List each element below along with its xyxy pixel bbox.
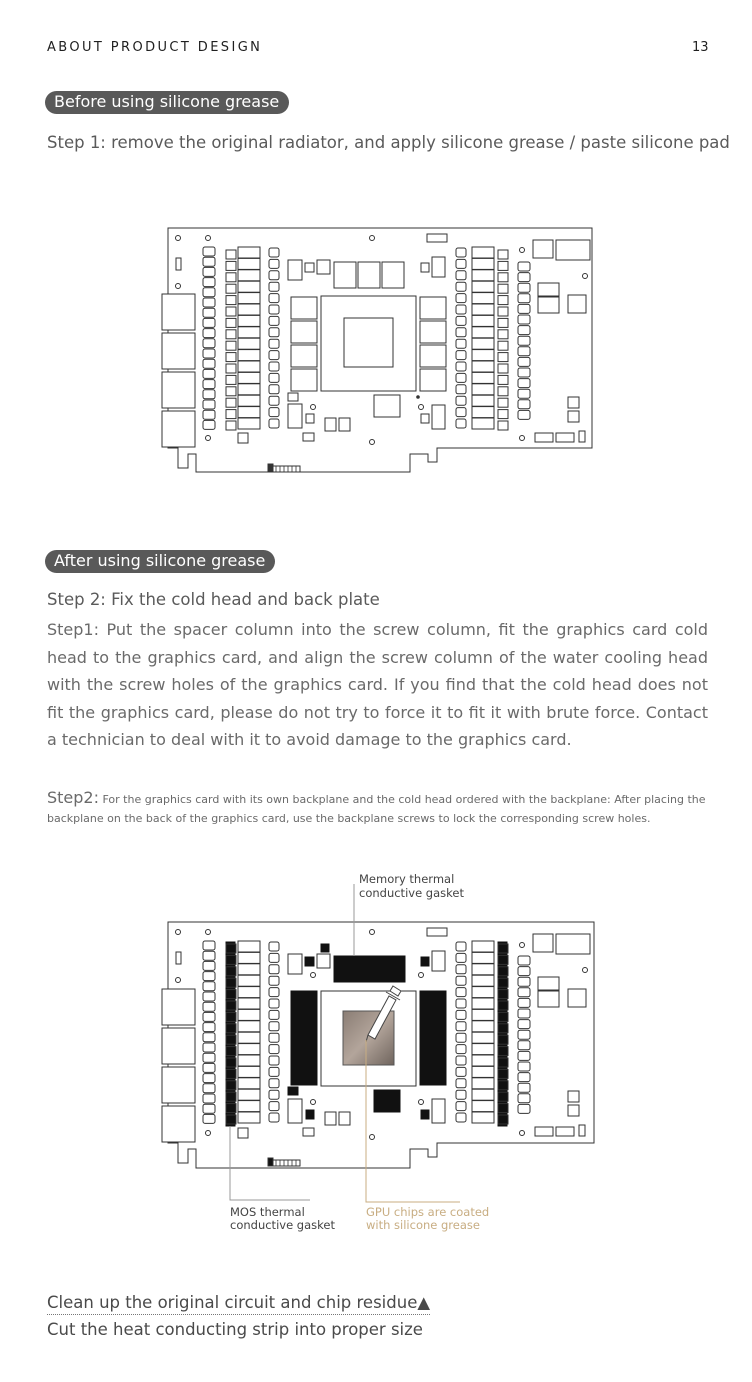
- memory-top-pad: [334, 956, 405, 982]
- label-gpu-line2: with silicone grease: [366, 1218, 480, 1232]
- label-gpu-line1: GPU chips are coated: [366, 1205, 490, 1219]
- step1-paragraph: Step1: Put the spacer column into the screw column, fit the graphics card cold head to the graphics card, and align the screw column of the water cooling head with the screw holes of the graphics card. If you find that the cold head does not fit the graphics card, please do not try to force it to fit it with brute force. Contact a technician to deal with it to avoid damage to the graphics card.: [47, 620, 708, 750]
- triangle-up-icon: ▲: [417, 1293, 431, 1312]
- note-clean-residue: [47, 1293, 430, 1315]
- after-pill: After using silicone grease: [45, 550, 275, 573]
- step2-title: Step 2: Fix the cold head and back plate: [47, 590, 380, 609]
- note-clean-text: Clean up the original circuit and chip residue: [47, 1293, 418, 1312]
- step2-lead: Step2:: [47, 788, 99, 807]
- page-number: 13: [692, 40, 709, 55]
- note-cut-strip: Cut the heat conducting strip into proper size: [47, 1320, 423, 1339]
- label-mos-line1: MOS thermal: [230, 1205, 305, 1219]
- label-memory-line1: Memory thermal: [359, 872, 455, 886]
- section-title: ABOUT PRODUCT DESIGN: [47, 40, 263, 55]
- gpu-chip-grease: [343, 1011, 394, 1065]
- step2-body: For the graphics card with its own backplane and the cold head ordered with the backplane: After placing the backplane on the back of the graphics card, use the backplane screws to lock the corresponding screw holes.: [47, 793, 706, 825]
- label-memory-line2: conductive gasket: [359, 886, 464, 900]
- step1-text: Step 1: remove the original radiator, and apply silicone grease / paste silicone pad: [47, 133, 730, 152]
- circuit-board-outline-after: [162, 922, 594, 1168]
- label-mos-line2: conductive gasket: [230, 1218, 335, 1232]
- before-pill: Before using silicone grease: [45, 91, 289, 114]
